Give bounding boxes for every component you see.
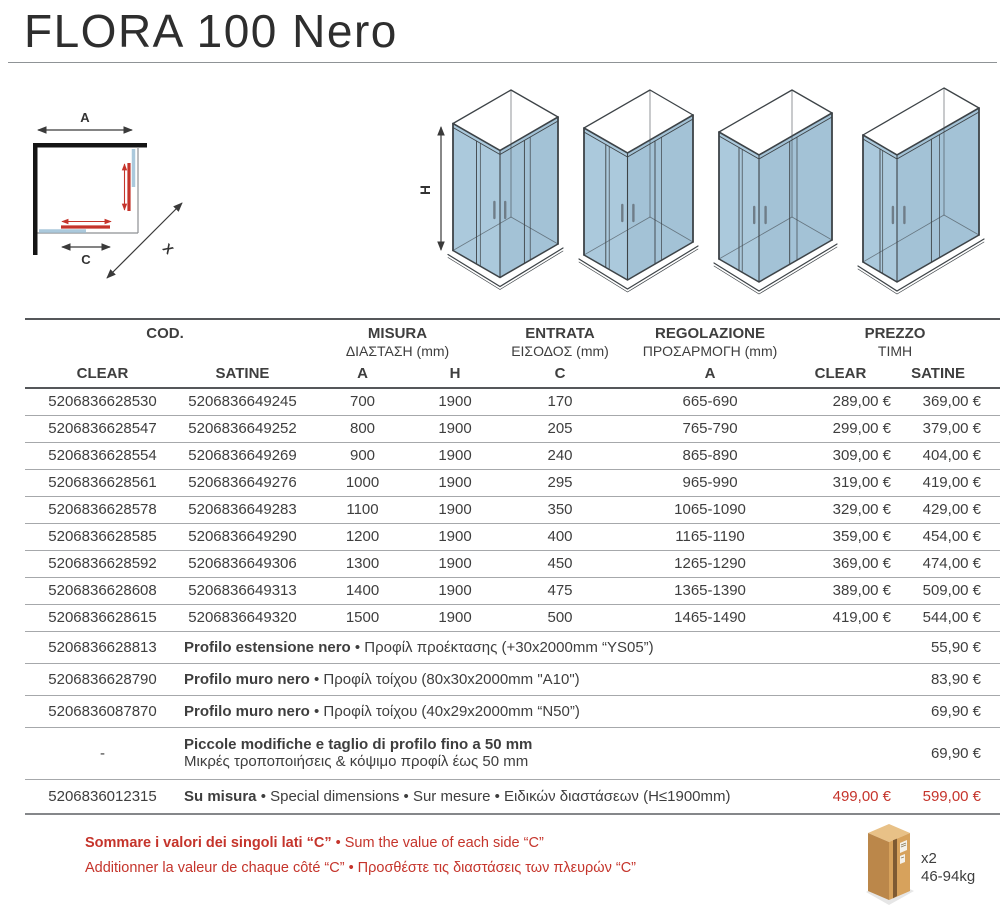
table-row [25,604,1000,631]
clear-code-cell: 5206836628561 [25,469,180,496]
h-cell: 1900 [420,442,490,469]
a-cell: 1400 [305,577,420,604]
subheader-prezzo-satine: SATINE [895,360,1000,388]
clear-code-cell: 5206836628615 [25,604,180,631]
page-title: FLORA 100 Nero [24,5,398,57]
header-prezzo: PREZZO ΤΙΜΗ [864,325,926,359]
modifications-desc: Piccole modifiche e taglio di profilo fino a 50 mm Μικρές τροποποιήσεις & κόψιμο προφίλ έως 50 mm [180,727,790,779]
table-row [25,469,1000,496]
price-satine-cell: 419,00 € [895,469,1000,496]
su-misura-code: 5206836012315 [25,779,180,814]
header-entrata: ENTRATA ΕΙΣΟΔΟΣ (mm) [511,325,609,359]
su-misura-desc: Su misura • Special dimensions • Sur mesure • Ειδικών διαστάσεων (H≤1900mm) [180,779,790,814]
c-cell: 170 [490,388,630,415]
a-cell: 1300 [305,550,420,577]
a-cell: 700 [305,388,420,415]
price-satine-cell: 369,00 € [895,388,1000,415]
table-header [25,319,1000,388]
table-row [25,388,1000,415]
satine-code-cell: 5206836649276 [180,469,305,496]
modifications-price: 69,90 € [790,727,1000,779]
subheader-satine: SATINE [180,360,305,388]
reg-cell: 1365-1390 [630,577,790,604]
price-satine-cell: 544,00 € [895,604,1000,631]
dim-h [418,127,441,250]
su-misura-price-clear: 499,00 € [790,779,895,814]
clear-code-cell: 5206836628585 [25,523,180,550]
reg-cell: 1465-1490 [630,604,790,631]
table-row-accessory [25,631,1000,663]
reg-cell: 1165-1190 [630,523,790,550]
note-sum-sides: Sommare i valori dei singoli lati “C” • Sum the value of each side “C” [85,835,544,851]
dim-h-label: H [418,185,433,195]
satine-code-cell: 5206836649283 [180,496,305,523]
header-cod: COD. [146,325,184,342]
c-cell: 240 [490,442,630,469]
satine-code-cell: 5206836649306 [180,550,305,577]
dim-a-label: A [80,110,90,125]
accessory-code: 5206836087870 [25,695,180,727]
package-weight: 46-94kg [921,868,976,885]
h-cell: 1900 [420,415,490,442]
price-clear-cell: 389,00 € [790,577,895,604]
clear-code-cell: 5206836628554 [25,442,180,469]
table-row [25,496,1000,523]
header-regolazione: REGOLAZIONE ΠΡΟΣΑΡΜΟΓΗ (mm) [642,325,778,359]
reg-cell: 765-790 [630,415,790,442]
a-cell: 1100 [305,496,420,523]
accessory-rows [25,631,1000,814]
accessory-desc: Profilo muro nero • Προφίλ τοίχου (40x29x2000mm “N50”) [180,695,790,727]
table-row-modifications [25,727,1000,779]
subheader-h: H [420,360,490,388]
size-rows [25,388,1000,631]
c-cell: 400 [490,523,630,550]
enclosure-drawing-2 [579,90,698,292]
clear-code-cell: 5206836628608 [25,577,180,604]
price-clear-cell: 299,00 € [790,415,895,442]
satine-code-cell: 5206836649313 [180,577,305,604]
accessory-price: 83,90 € [790,663,1000,695]
top-view-schematic [33,110,182,278]
package-quantity: x2 [921,850,937,867]
table-row [25,577,1000,604]
wall-top [33,143,147,148]
price-clear-cell: 319,00 € [790,469,895,496]
product-figures [0,80,1005,312]
price-table [25,318,1000,815]
subheader-a: A [305,360,420,388]
modifications-code: - [25,727,180,779]
h-cell: 1900 [420,604,490,631]
accessory-code: 5206836628790 [25,663,180,695]
c-cell: 295 [490,469,630,496]
price-clear-cell: 359,00 € [790,523,895,550]
satine-code-cell: 5206836649245 [180,388,305,415]
subheader-a2: A [630,360,790,388]
clear-code-cell: 5206836628592 [25,550,180,577]
accessory-desc: Profilo estensione nero • Προφίλ προέκτασης (+30x2000mm “YS05”) [180,631,790,663]
table-row-accessory [25,663,1000,695]
h-cell: 1900 [420,577,490,604]
a-cell: 1500 [305,604,420,631]
table-row-su-misura [25,779,1000,814]
price-clear-cell: 329,00 € [790,496,895,523]
clear-code-cell: 5206836628578 [25,496,180,523]
table-row-accessory [25,695,1000,727]
h-cell: 1900 [420,388,490,415]
c-cell: 205 [490,415,630,442]
satine-code-cell: 5206836649290 [180,523,305,550]
wall-left [33,143,38,255]
dim-c-label: C [81,252,91,267]
price-satine-cell: 509,00 € [895,577,1000,604]
table-row [25,415,1000,442]
c-cell: 350 [490,496,630,523]
enclosure-drawing-3 [714,90,837,294]
price-clear-cell: 309,00 € [790,442,895,469]
price-clear-cell: 369,00 € [790,550,895,577]
subheader-c: C [490,360,630,388]
package-box-icon [860,822,918,908]
subheader-prezzo-clear: CLEAR [790,360,895,388]
price-satine-cell: 429,00 € [895,496,1000,523]
header-misura: MISURA ΔΙΑΣΤΑΣΗ (mm) [345,325,450,359]
price-satine-cell: 404,00 € [895,442,1000,469]
subheader-clear: CLEAR [25,360,180,388]
c-cell: 450 [490,550,630,577]
sub-header-row [25,360,1000,388]
enclosure-drawing-4 [858,88,984,294]
h-cell: 1900 [420,523,490,550]
satine-code-cell: 5206836649252 [180,415,305,442]
accessory-price: 55,90 € [790,631,1000,663]
note-sum-sides-fr-gr: Additionner la valeur de chaque côté “C” • Προσθέστε τις διαστάσεις των πλευρών “C” [85,860,636,876]
c-cell: 475 [490,577,630,604]
title-divider [8,62,997,63]
dim-x-label: X [159,240,177,258]
accessory-code: 5206836628813 [25,631,180,663]
satine-code-cell: 5206836649320 [180,604,305,631]
c-cell: 500 [490,604,630,631]
reg-cell: 865-890 [630,442,790,469]
clear-code-cell: 5206836628530 [25,388,180,415]
price-clear-cell: 289,00 € [790,388,895,415]
a-cell: 1000 [305,469,420,496]
price-satine-cell: 474,00 € [895,550,1000,577]
clear-code-cell: 5206836628547 [25,415,180,442]
accessory-price: 69,90 € [790,695,1000,727]
table-row [25,523,1000,550]
reg-cell: 965-990 [630,469,790,496]
a-cell: 900 [305,442,420,469]
accessory-desc: Profilo muro nero • Προφίλ τοίχου (80x30x2000mm "A10") [180,663,790,695]
table-row [25,550,1000,577]
price-clear-cell: 419,00 € [790,604,895,631]
price-satine-cell: 454,00 € [895,523,1000,550]
satine-code-cell: 5206836649269 [180,442,305,469]
group-header-row [25,319,1000,360]
h-cell: 1900 [420,496,490,523]
su-misura-price-satine: 599,00 € [895,779,1000,814]
footer-notes [85,831,636,881]
a-cell: 800 [305,415,420,442]
h-cell: 1900 [420,550,490,577]
table-row [25,442,1000,469]
a-cell: 1200 [305,523,420,550]
enclosure-drawing-1 [448,90,563,290]
reg-cell: 665-690 [630,388,790,415]
reg-cell: 1265-1290 [630,550,790,577]
price-satine-cell: 379,00 € [895,415,1000,442]
reg-cell: 1065-1090 [630,496,790,523]
h-cell: 1900 [420,469,490,496]
